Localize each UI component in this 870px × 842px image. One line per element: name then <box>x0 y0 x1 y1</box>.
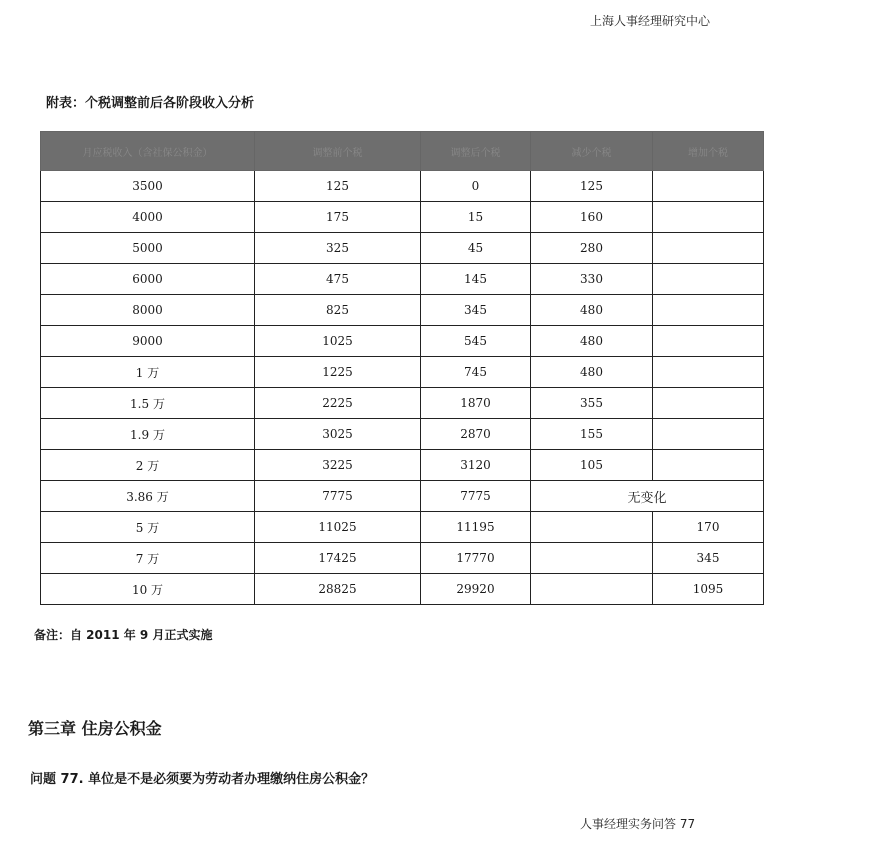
cell-before: 125 <box>255 171 421 202</box>
table-row <box>41 574 764 605</box>
table-row <box>41 481 764 512</box>
col-header-income: 月应税收入（含社保公积金） <box>41 132 255 171</box>
page-footer: 人事经理实务问答 77 <box>580 817 696 831</box>
tax-table <box>40 131 764 605</box>
col-header-decrease: 减少个税 <box>531 132 653 171</box>
cell-before: 11025 <box>255 512 421 543</box>
cell-after: 7775 <box>421 481 531 512</box>
table-header-row <box>41 132 764 171</box>
cell-before: 17425 <box>255 543 421 574</box>
cell-no-change: 无变化 <box>531 481 764 512</box>
cell-before: 7775 <box>255 481 421 512</box>
cell-increase: 345 <box>653 543 764 574</box>
table-row <box>41 512 764 543</box>
cell-increase <box>653 357 764 388</box>
cell-income: 2 万 <box>41 450 255 481</box>
table-row <box>41 202 764 233</box>
cell-decrease: 480 <box>531 295 653 326</box>
cell-after: 1870 <box>421 388 531 419</box>
cell-decrease: 105 <box>531 450 653 481</box>
cell-income: 1.9 万 <box>41 419 255 450</box>
table-title: 附表：个税调整前后各阶段收入分析 <box>46 96 255 111</box>
cell-after: 17770 <box>421 543 531 574</box>
cell-increase: 1095 <box>653 574 764 605</box>
cell-increase <box>653 419 764 450</box>
col-header-increase: 增加个税 <box>653 132 764 171</box>
cell-increase <box>653 202 764 233</box>
table-row <box>41 326 764 357</box>
cell-after: 2870 <box>421 419 531 450</box>
cell-increase <box>653 171 764 202</box>
table-row <box>41 419 764 450</box>
cell-income: 5000 <box>41 233 255 264</box>
cell-after: 145 <box>421 264 531 295</box>
cell-increase <box>653 326 764 357</box>
cell-after: 29920 <box>421 574 531 605</box>
cell-after: 11195 <box>421 512 531 543</box>
cell-decrease: 280 <box>531 233 653 264</box>
col-header-after: 调整后个税 <box>421 132 531 171</box>
table-row <box>41 264 764 295</box>
cell-income: 7 万 <box>41 543 255 574</box>
cell-decrease: 480 <box>531 357 653 388</box>
cell-after: 745 <box>421 357 531 388</box>
col-header-before: 调整前个税 <box>255 132 421 171</box>
cell-decrease: 155 <box>531 419 653 450</box>
cell-income: 3500 <box>41 171 255 202</box>
cell-before: 175 <box>255 202 421 233</box>
table-row <box>41 543 764 574</box>
table-note: 备注：自 2011 年 9 月正式实施 <box>34 628 213 642</box>
table-row <box>41 295 764 326</box>
cell-before: 1225 <box>255 357 421 388</box>
cell-income: 1.5 万 <box>41 388 255 419</box>
cell-after: 0 <box>421 171 531 202</box>
cell-increase <box>653 264 764 295</box>
cell-before: 3225 <box>255 450 421 481</box>
cell-income: 4000 <box>41 202 255 233</box>
table-row <box>41 233 764 264</box>
table-row <box>41 171 764 202</box>
cell-before: 475 <box>255 264 421 295</box>
table-row <box>41 357 764 388</box>
cell-before: 325 <box>255 233 421 264</box>
cell-decrease: 330 <box>531 264 653 295</box>
cell-after: 15 <box>421 202 531 233</box>
cell-income: 5 万 <box>41 512 255 543</box>
header-org: 上海人事经理研究中心 <box>590 14 711 28</box>
cell-after: 545 <box>421 326 531 357</box>
cell-before: 1025 <box>255 326 421 357</box>
cell-decrease: 160 <box>531 202 653 233</box>
cell-after: 45 <box>421 233 531 264</box>
cell-increase: 170 <box>653 512 764 543</box>
cell-before: 825 <box>255 295 421 326</box>
cell-increase <box>653 295 764 326</box>
cell-after: 345 <box>421 295 531 326</box>
cell-income: 10 万 <box>41 574 255 605</box>
cell-before: 3025 <box>255 419 421 450</box>
cell-before: 28825 <box>255 574 421 605</box>
cell-income: 9000 <box>41 326 255 357</box>
cell-income: 8000 <box>41 295 255 326</box>
cell-decrease <box>531 512 653 543</box>
cell-decrease: 480 <box>531 326 653 357</box>
cell-income: 3.86 万 <box>41 481 255 512</box>
cell-decrease: 355 <box>531 388 653 419</box>
cell-increase <box>653 233 764 264</box>
cell-increase <box>653 450 764 481</box>
table-row <box>41 388 764 419</box>
table-row <box>41 450 764 481</box>
cell-after: 3120 <box>421 450 531 481</box>
cell-decrease <box>531 543 653 574</box>
cell-income: 6000 <box>41 264 255 295</box>
question-heading: 问题 77. 单位是不是必须要为劳动者办理缴纳住房公积金？ <box>30 772 375 787</box>
cell-decrease: 125 <box>531 171 653 202</box>
cell-before: 2225 <box>255 388 421 419</box>
cell-decrease <box>531 574 653 605</box>
cell-income: 1 万 <box>41 357 255 388</box>
cell-increase <box>653 388 764 419</box>
chapter-title: 第三章 住房公积金 <box>28 719 162 738</box>
